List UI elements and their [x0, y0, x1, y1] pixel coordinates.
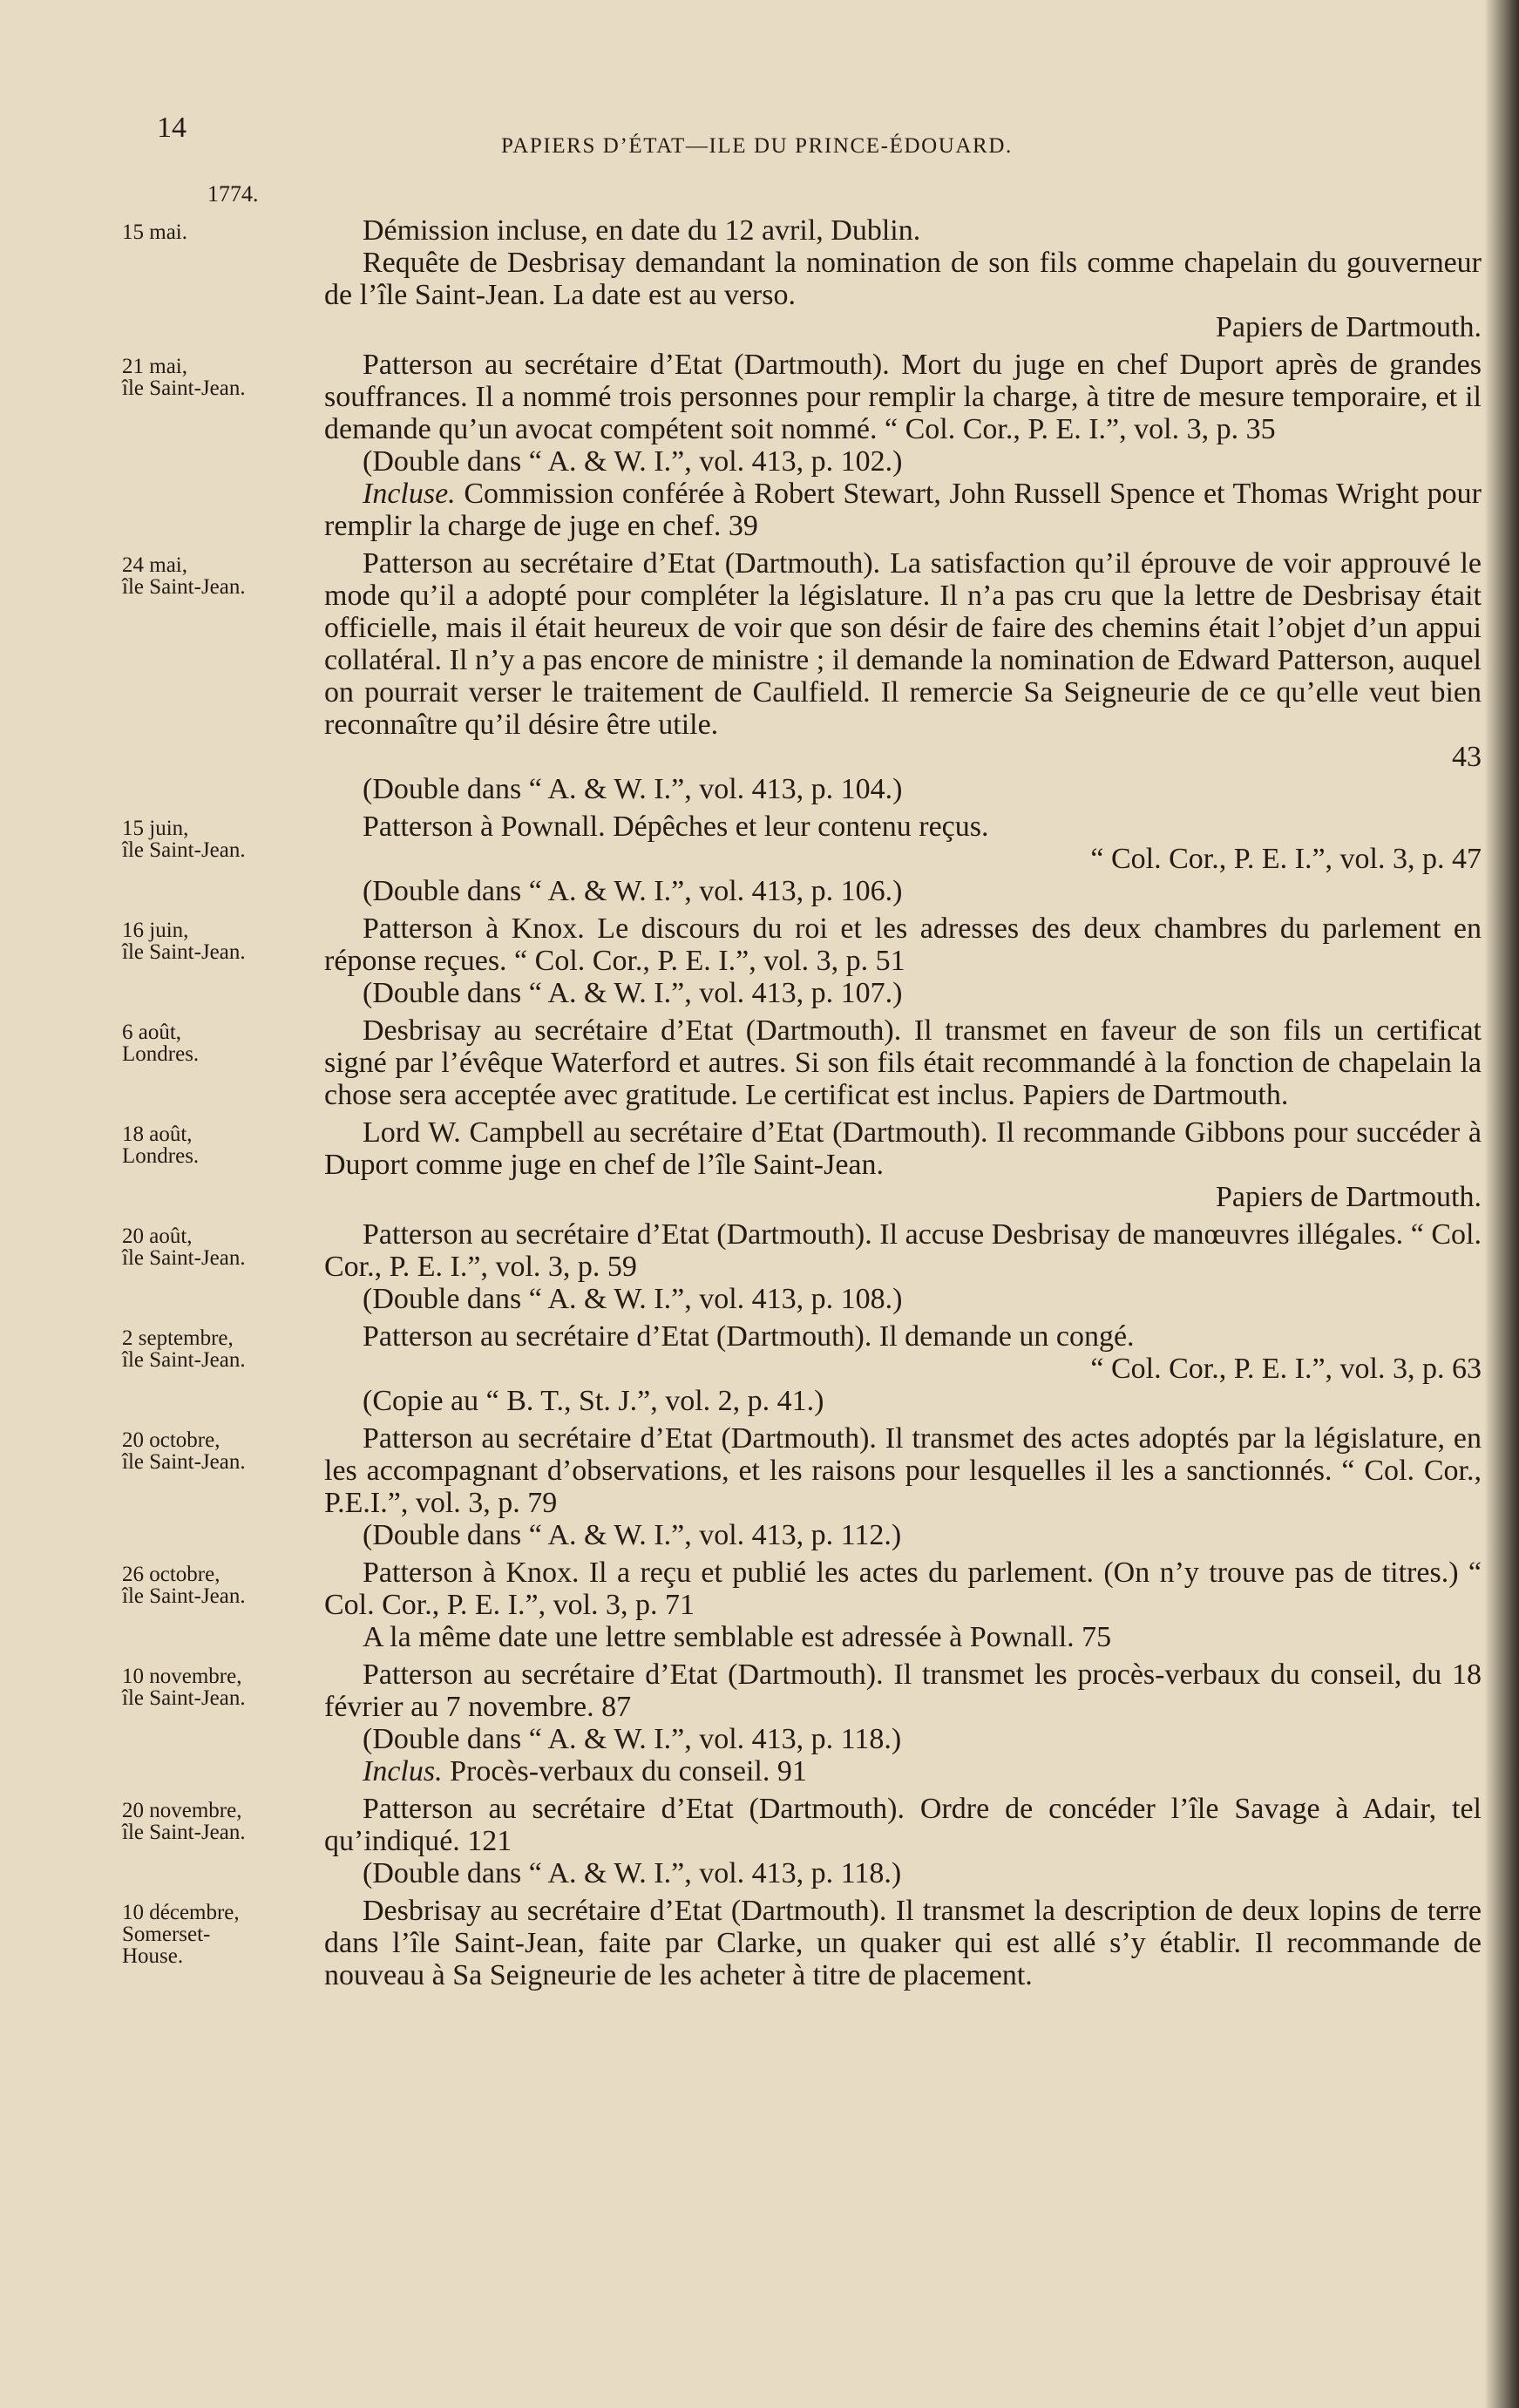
entry-body	[324, 1422, 1482, 1551]
calendar-entry	[122, 1116, 1482, 1213]
entry-body	[324, 811, 1482, 907]
entry-paragraph	[324, 912, 1482, 977]
calendar-entry	[122, 1422, 1482, 1551]
calendar-entry	[122, 1658, 1482, 1787]
entry-date-line: 24 mai,	[122, 553, 187, 577]
entry-text: (Double dans “ A. & W. I.”, vol. 413, p. 107.)	[363, 977, 903, 1009]
entry-paragraph	[324, 478, 1482, 542]
entry-date-line: île Saint-Jean.	[122, 1686, 246, 1710]
entry-text: Procès-verbaux du conseil. 91	[442, 1755, 807, 1787]
entry-text: Démission incluse, en date du 12 avril, Dublin.	[363, 214, 921, 247]
entry-text: Patterson à Knox. Le discours du roi et les adresses des deux chambres du parlement en réponse reçues. “ Col. Cor., P. E. I.”, vol. 3, p. 51	[324, 912, 1482, 977]
calendar-entry	[122, 912, 1482, 1009]
entry-reference	[324, 773, 1482, 805]
entry-text: Requête de Desbrisay demandant la nomination de son fils comme chapelain du gouverneur de l’île Saint-Jean. La date est au verso.	[324, 247, 1482, 311]
entry-text: Papiers de Dartmouth.	[1216, 311, 1482, 343]
entry-date	[122, 1014, 324, 1111]
calendar-entries	[122, 214, 1482, 1997]
calendar-entry	[122, 811, 1482, 907]
entry-text: 43	[1452, 741, 1482, 773]
entry-reference	[324, 875, 1482, 907]
entry-text: (Double dans “ A. & W. I.”, vol. 413, p. 102.)	[363, 445, 903, 478]
entry-source	[324, 311, 1482, 343]
entry-body	[324, 1658, 1482, 1787]
entry-date-line: 16 juin,	[122, 919, 189, 942]
entry-text: (Double dans “ A. & W. I.”, vol. 413, p. 112.)	[363, 1519, 902, 1551]
entry-date	[122, 349, 324, 542]
entry-date-line: 10 décembre,	[122, 1901, 240, 1924]
entry-text: (Double dans “ A. & W. I.”, vol. 413, p. 118.)	[363, 1857, 902, 1889]
entry-body	[324, 912, 1482, 1009]
entry-date-line: île Saint-Jean.	[122, 1584, 246, 1608]
entry-date-line: 20 novembre,	[122, 1799, 242, 1822]
entry-body	[324, 1014, 1482, 1111]
entry-date	[122, 912, 324, 1009]
entry-paragraph	[324, 1895, 1482, 1991]
entry-text: Patterson au secrétaire d’Etat (Dartmouth). Il transmet les procès-verbaux du conseil, du 18 février au 7 novembre. 87	[324, 1658, 1482, 1723]
entry-text: Desbrisay au secrétaire d’Etat (Dartmouth). Il transmet la description de deux lopins de terre dans l’île Saint-Jean, faite par Clarke, un quaker qui est allé s’y établir. Il recommande de nouveau à Sa Seigneurie de les acheter à titre de placement.	[324, 1895, 1482, 1991]
entry-paragraph	[324, 1793, 1482, 1857]
entry-date-line: 15 juin,	[122, 817, 189, 840]
entry-body	[324, 349, 1482, 542]
entry-date	[122, 1895, 324, 1991]
entry-paragraph	[324, 547, 1482, 741]
enclosure-label: Incluse.	[363, 478, 456, 510]
entry-date-line: île Saint-Jean.	[122, 376, 246, 400]
entry-paragraph	[324, 1658, 1482, 1723]
entry-paragraph	[324, 1621, 1482, 1653]
calendar-entry	[122, 1895, 1482, 1991]
entry-paragraph	[324, 1014, 1482, 1111]
entry-date-line: House.	[122, 1944, 184, 1968]
entry-source	[324, 1181, 1482, 1213]
entry-date	[122, 1116, 324, 1213]
entry-text: “ Col. Cor., P. E. I.”, vol. 3, p. 47	[1090, 843, 1482, 875]
entry-text: (Double dans “ A. & W. I.”, vol. 413, p. 106.)	[363, 875, 903, 907]
entry-reference	[324, 1723, 1482, 1755]
entry-reference	[324, 1385, 1482, 1417]
entry-body	[324, 1895, 1482, 1991]
entry-date-line: 20 août,	[122, 1224, 193, 1248]
entry-date-line: 18 août,	[122, 1123, 193, 1146]
entry-body	[324, 1116, 1482, 1213]
entry-date-line: Somerset-	[122, 1923, 211, 1946]
entry-date-line: île Saint-Jean.	[122, 838, 246, 862]
entry-paragraph	[324, 1755, 1482, 1787]
entry-paragraph	[324, 214, 1482, 247]
entry-date-line: 6 août,	[122, 1021, 182, 1044]
entry-date-line: Londres.	[122, 1042, 200, 1066]
entry-text: Patterson au secrétaire d’Etat (Dartmouth). Ordre de concéder l’île Savage à Adair, tel qu’indiqué. 121	[324, 1793, 1482, 1857]
entry-body	[324, 547, 1482, 805]
entry-reference	[324, 977, 1482, 1009]
entry-date-line: île Saint-Jean.	[122, 575, 246, 599]
entry-date-line: île Saint-Jean.	[122, 1246, 246, 1270]
entry-text: (Copie au “ B. T., St. J.”, vol. 2, p. 41.)	[363, 1385, 824, 1417]
entry-date-line: île Saint-Jean.	[122, 1821, 246, 1844]
entry-text: Patterson au secrétaire d’Etat (Dartmouth). Il demande un congé.	[363, 1320, 1135, 1353]
entry-date-line: Londres.	[122, 1144, 200, 1168]
calendar-entry	[122, 1557, 1482, 1653]
entry-date-line: 20 octobre,	[122, 1428, 220, 1452]
entry-text: Patterson à Pownall. Dépêches et leur contenu reçus.	[363, 811, 989, 843]
calendar-entry	[122, 547, 1482, 805]
entry-reference	[324, 1519, 1482, 1551]
entry-date	[122, 214, 324, 343]
calendar-entry	[122, 349, 1482, 542]
entry-paragraph	[324, 1422, 1482, 1519]
entry-date-line: 2 septembre,	[122, 1326, 234, 1350]
entry-date	[122, 1557, 324, 1653]
entry-paragraph	[324, 1116, 1482, 1181]
entry-text: (Double dans “ A. & W. I.”, vol. 413, p. 118.)	[363, 1723, 902, 1755]
entry-source	[324, 1353, 1482, 1385]
entry-text: (Double dans “ A. & W. I.”, vol. 413, p. 108.)	[363, 1283, 903, 1315]
page-edge-shadow	[1484, 0, 1519, 2408]
entry-date-line: 26 octobre,	[122, 1563, 220, 1586]
entry-date	[122, 1218, 324, 1315]
entry-paragraph	[324, 247, 1482, 311]
entry-body	[324, 1557, 1482, 1653]
running-title: PAPIERS D’ÉTAT—ILE DU PRINCE-ÉDOUARD.	[501, 134, 1013, 158]
entry-paragraph	[324, 1218, 1482, 1283]
entry-date	[122, 1320, 324, 1417]
entry-text: Patterson au secrétaire d’Etat (Dartmouth). La satisfaction qu’il éprouve de voir approuvé le mode qu’il a adopté pour compléter la législature. Il n’a pas cru que la lettre de Desbrisay était officielle, mais il était heureux de voir que son désir de faire des chemins était l’objet d’un appui collatéral. Il n’y a pas encore de ministre ; il demande la nomination de Edward Patterson, auquel on pourrait verser le traitement de Caulfield. Il remercie Sa Seigneurie de ce qu’elle veut bien reconnaître qu’il désire être utile.	[324, 547, 1482, 741]
entry-reference	[324, 445, 1482, 478]
entry-text: “ Col. Cor., P. E. I.”, vol. 3, p. 63	[1090, 1353, 1482, 1385]
entry-paragraph	[324, 811, 1482, 843]
calendar-entry	[122, 1014, 1482, 1111]
entry-text: Papiers de Dartmouth.	[1216, 1181, 1482, 1213]
calendar-entry	[122, 214, 1482, 343]
entry-body	[324, 1320, 1482, 1417]
entry-paragraph	[324, 1320, 1482, 1353]
entry-body	[324, 1793, 1482, 1889]
entry-date-line: 10 novembre,	[122, 1665, 242, 1688]
entry-date	[122, 1793, 324, 1889]
year-label: 1774.	[207, 181, 259, 207]
entry-text: Patterson au secrétaire d’Etat (Dartmouth). Il accuse Desbrisay de manœuvres illégales. “ Col. Cor., P. E. I.”, vol. 3, p. 59	[324, 1218, 1482, 1283]
entry-reference	[324, 1857, 1482, 1889]
entry-date-line: île Saint-Jean.	[122, 1348, 246, 1372]
entry-text: Desbrisay au secrétaire d’Etat (Dartmouth). Il transmet en faveur de son fils un certificat signé par l’évêque Waterford et autres. Si son fils était recommandé à la fonction de chapelain la chose sera acceptée avec gratitude. Le certificat est inclus. Papiers de Dartmouth.	[324, 1014, 1482, 1111]
entry-text: Patterson au secrétaire d’Etat (Dartmouth). Mort du juge en chef Duport après de grandes souffrances. Il a nommé trois personnes pour remplir la charge, à titre de mesure temporaire, et il demande qu’un avocat compétent soit nommé. “ Col. Cor., P. E. I.”, vol. 3, p. 35	[324, 349, 1482, 445]
entry-date-line: 15 mai.	[122, 220, 187, 244]
entry-date	[122, 1658, 324, 1787]
entry-reference	[324, 1283, 1482, 1315]
page-header	[157, 112, 1482, 164]
entry-source	[324, 741, 1482, 773]
calendar-entry	[122, 1320, 1482, 1417]
entry-date	[122, 1422, 324, 1551]
entry-text: (Double dans “ A. & W. I.”, vol. 413, p. 104.)	[363, 773, 903, 805]
calendar-entry	[122, 1793, 1482, 1889]
entry-body	[324, 1218, 1482, 1315]
entry-text: Patterson au secrétaire d’Etat (Dartmouth). Il transmet des actes adoptés par la législature, en les accompagnant d’observations, et les raisons pour lesquelles il les a sanctionnés. “ Col. Cor., P.E.I.”, vol. 3, p. 79	[324, 1422, 1482, 1519]
entry-text: A la même date une lettre semblable est adressée à Pownall. 75	[363, 1621, 1112, 1653]
entry-date	[122, 547, 324, 805]
entry-date	[122, 811, 324, 907]
entry-text: Lord W. Campbell au secrétaire d’Etat (Dartmouth). Il recommande Gibbons pour succéder à Duport comme juge en chef de l’île Saint-Jean.	[324, 1116, 1482, 1181]
calendar-entry	[122, 1218, 1482, 1315]
entry-source	[324, 843, 1482, 875]
entry-paragraph	[324, 349, 1482, 445]
entry-text: Patterson à Knox. Il a reçu et publié les actes du parlement. (On n’y trouve pas de titres.) “ Col. Cor., P. E. I.”, vol. 3, p. 71	[324, 1557, 1482, 1621]
entry-text: Commission conférée à Robert Stewart, John Russell Spence et Thomas Wright pour remplir la charge de juge en chef. 39	[324, 478, 1482, 542]
entry-date-line: 21 mai,	[122, 355, 187, 378]
page-number: 14	[157, 112, 186, 144]
enclosure-label: Inclus.	[363, 1755, 443, 1787]
entry-date-line: île Saint-Jean.	[122, 940, 246, 964]
entry-body	[324, 214, 1482, 343]
entry-date-line: île Saint-Jean.	[122, 1450, 246, 1474]
entry-paragraph	[324, 1557, 1482, 1621]
